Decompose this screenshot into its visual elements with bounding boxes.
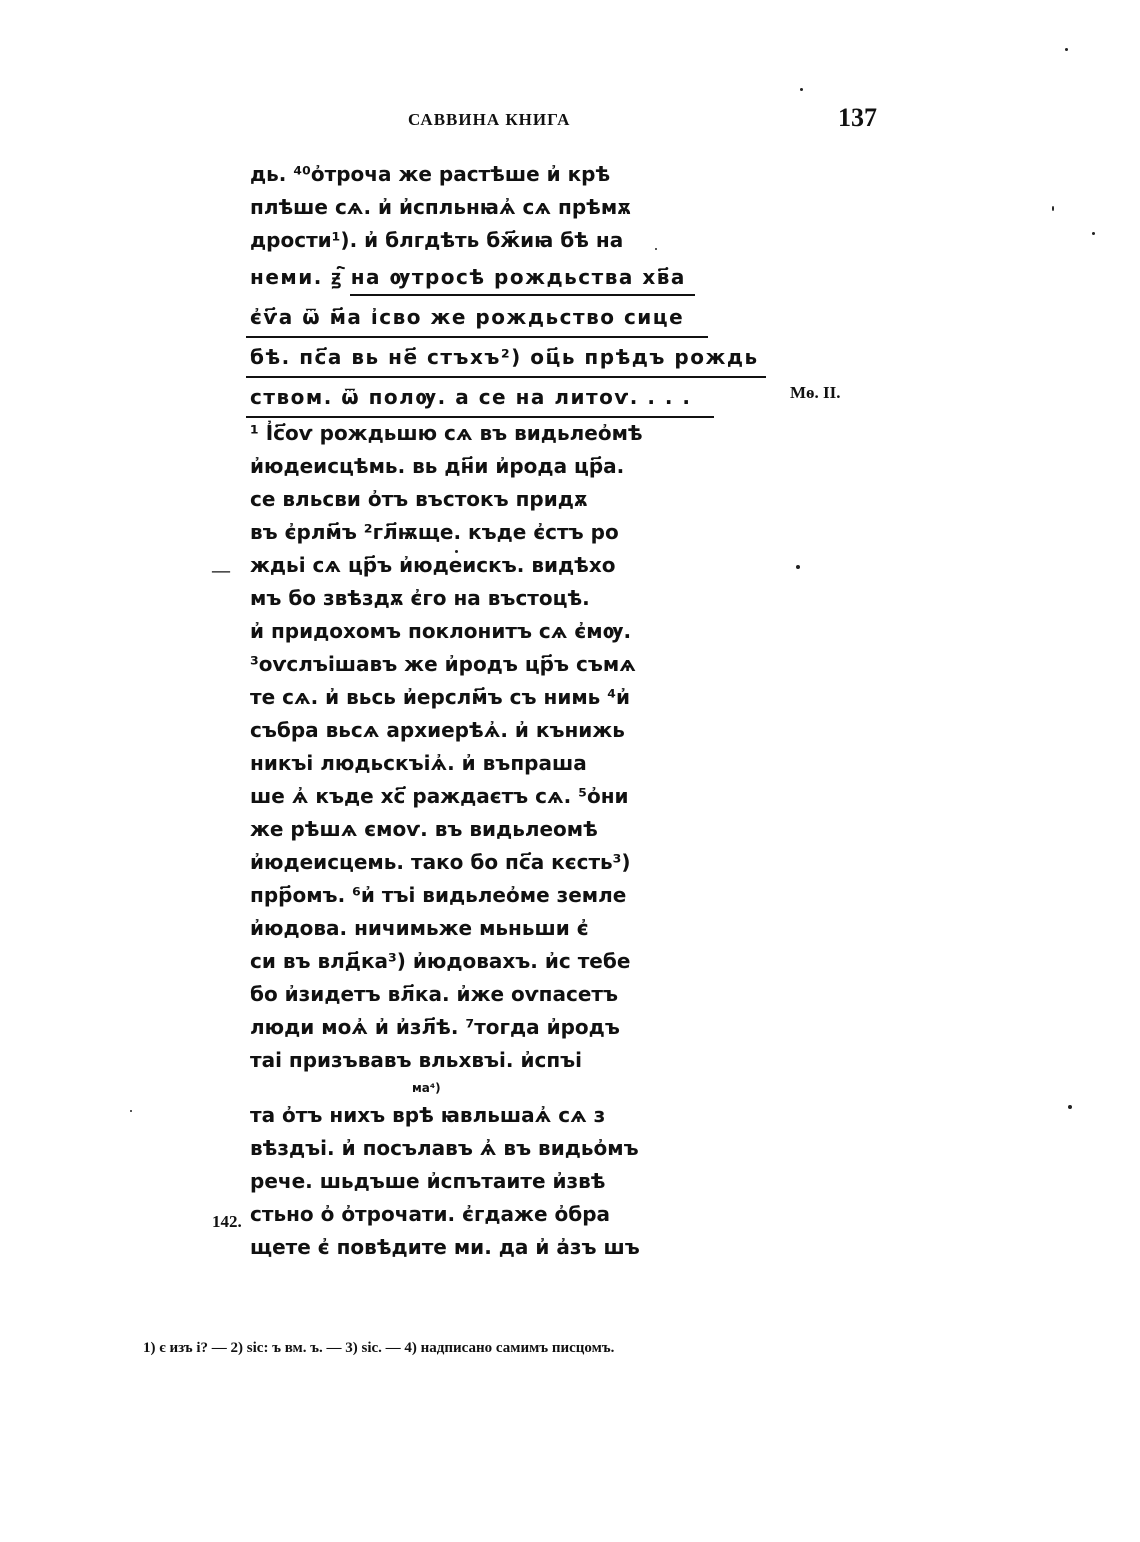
text-line: и҆юдова. ничимьже мьньши є҆ bbox=[250, 916, 589, 940]
text-line: щете є҆ повѣдите ми. да и҆ а҆зъ шъ bbox=[250, 1235, 640, 1259]
text-line: прр҃омъ. ⁶и҆ тъі видьлео҆ме земле bbox=[250, 883, 627, 907]
text-line: и҆ придохомъ поклонитъ сѧ є҆мѹ. bbox=[250, 619, 632, 643]
left-margin-folio: 142. bbox=[212, 1212, 242, 1231]
interlinear-note: ма⁴) bbox=[412, 1081, 441, 1095]
running-head: САВВИНА КНИГА bbox=[408, 110, 571, 129]
text-line: ше ѧ҆ къде хс҃ раждаєтъ сѧ. ⁵о҆ни bbox=[250, 784, 629, 808]
text-line: ³оѵслъішавъ же и҆родъ цр҃ъ съмѧ bbox=[250, 652, 636, 676]
text-line: и҆юдеисцѣмь. вь дн҃и и҆рода цр҃а. bbox=[250, 454, 625, 478]
text-line: стьно о҆ о҆трочати. є҆гдаже о҆бра bbox=[250, 1202, 610, 1226]
text-line: дь. ⁴⁰о҆троча же растѣше и҆ крѣ bbox=[250, 162, 611, 186]
rule-line-3 bbox=[246, 376, 766, 378]
heading-line: є҆ѵ҃а ѿ м҃а і҆сво же рождьство сице bbox=[250, 305, 685, 329]
scan-speck bbox=[655, 248, 657, 250]
text-line: никъі людьскъіѧ҆. и҆ въпраша bbox=[250, 751, 587, 775]
text-line: мъ бо звѣздѫ є҆го на въстоцѣ. bbox=[250, 586, 590, 610]
text-line: таі призъвавъ вльхвъі. и҆спъі bbox=[250, 1048, 583, 1072]
text-line: дрости¹). и҆ блгдѣть бж҃иꙗ бѣ на bbox=[250, 228, 624, 252]
text-line: люди моѧ҆ и҆ и҆зл҃ѣ. ⁷тогда и҆родъ bbox=[250, 1015, 620, 1039]
text-line: ¹ І҆с҃оѵ рождьшю сѧ въ видьлео҆мѣ bbox=[250, 421, 643, 445]
scan-speck bbox=[796, 565, 800, 569]
heading-line: ством. ѿ полѹ. а се на литоѵ. . . . bbox=[250, 385, 692, 409]
text-line: та о҆тъ нихъ врѣ ꙗвльшаѧ҆ сѧ з bbox=[250, 1103, 606, 1127]
page-number: 137 bbox=[838, 103, 877, 132]
text-line: плѣше сѧ. и҆ и҆спльнꙗѧ҆ сѧ прѣмѫ bbox=[250, 195, 631, 219]
heading-line: бѣ. пс҃а вь не҃ стъхъ²) оц҃ь прѣдъ рождь bbox=[250, 345, 759, 369]
text-line: събра вьсѧ архиерѣѧ҆. и҆ кънижь bbox=[250, 718, 625, 742]
text-line: ждьі сѧ цр҃ъ и҆юдеискъ. видѣхо bbox=[250, 553, 616, 577]
text-line: рече. шьдъше и҆спътаите и҆звѣ bbox=[250, 1169, 606, 1193]
scan-speck bbox=[455, 550, 458, 553]
text-line: и҆юдеисцемь. тако бо пс҃а кєсть³) bbox=[250, 850, 631, 874]
scan-speck bbox=[1065, 48, 1068, 51]
text-line: се вльсви о҆тъ въстокъ придѫ bbox=[250, 487, 588, 511]
footnotes: 1) є изъ і? — 2) sic: ъ вм. ъ. — 3) sic. — 4) надписано самимъ писцомъ. bbox=[143, 1340, 615, 1356]
rule-line-1 bbox=[350, 294, 695, 296]
left-margin-dash: — bbox=[212, 560, 230, 580]
scan-speck bbox=[130, 1110, 132, 1112]
rule-line-4 bbox=[246, 416, 714, 418]
heading-line: неми. ꙃ҇ на ѹтросѣ рождьства хв҃а bbox=[250, 265, 686, 289]
scan-speck bbox=[1068, 1105, 1072, 1109]
text-line: же рѣшѧ ємоѵ. въ видьлеомѣ bbox=[250, 817, 598, 841]
text-line: въ є҆рлм҃ъ ²гл҃ѭще. къде є҆стъ ро bbox=[250, 520, 619, 544]
text-line: си въ влд҃ка³) и҆юдовахъ. и҆с тебе bbox=[250, 949, 631, 973]
scan-speck bbox=[800, 88, 803, 91]
rule-line-2 bbox=[246, 336, 708, 338]
text-line: те сѧ. и҆ вьсь и҆ерслм҃ъ съ нимь ⁴и҆ bbox=[250, 685, 631, 709]
scan-speck bbox=[1052, 206, 1054, 211]
text-line: бо и҆зидетъ вл҃ка. и҆же оѵпасетъ bbox=[250, 982, 618, 1006]
text-line: вѣздъі. и҆ посълавъ ѧ҆ въ видьо҆мъ bbox=[250, 1136, 639, 1160]
main-text-block bbox=[250, 158, 770, 1264]
margin-reference: Мѳ. II. bbox=[790, 383, 841, 402]
scan-speck bbox=[1092, 232, 1095, 235]
